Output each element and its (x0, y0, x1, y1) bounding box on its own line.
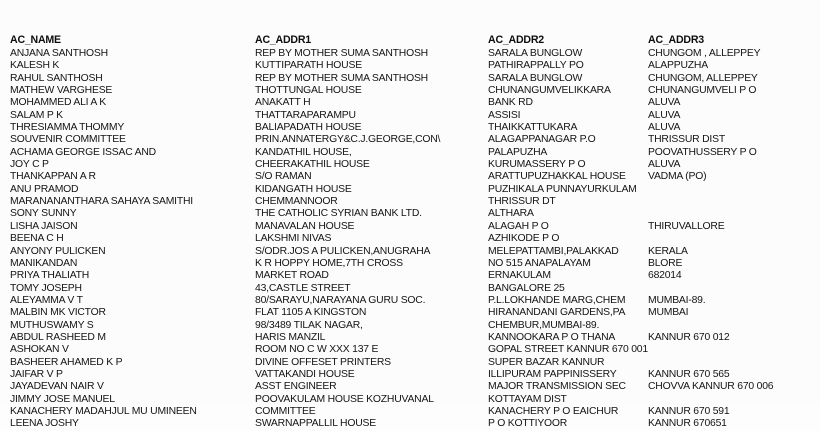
cell-name: MANIKANDAN (10, 257, 78, 269)
cell-addr1: 80/SARAYU,NARAYANA GURU SOC. (255, 294, 426, 306)
cell-addr3: KANNUR 670651 (648, 418, 727, 430)
cell-addr1: THOTTUNGAL HOUSE (255, 85, 362, 97)
cell-addr1: MARKET ROAD (255, 270, 329, 282)
cell-addr1: 43,CASTLE STREET (255, 282, 351, 294)
cell-name: LEENA JOSHY (10, 418, 79, 430)
cell-name: TOMY JOSEPH (10, 282, 82, 294)
cell-name: ALEYAMMA V T (10, 294, 83, 306)
table-row (10, 97, 816, 109)
cell-addr2: BANK RD (488, 97, 533, 109)
cell-name: BASHEER AHAMED K P (10, 356, 123, 368)
table-row (10, 196, 816, 208)
table-row (10, 184, 816, 196)
cell-name: ABDUL RASHEED M (10, 331, 106, 343)
cell-addr3: ALAPPUZHA (648, 60, 708, 72)
cell-name: PRIYA THALIATH (10, 270, 90, 282)
cell-addr3: ALUVA (648, 159, 681, 171)
table-row (10, 270, 816, 282)
column-header-ac-addr3: AC_ADDR3 (648, 34, 704, 46)
table-row (10, 418, 816, 430)
table-header (10, 33, 816, 48)
table-row (10, 147, 816, 159)
column-header-ac-addr1: AC_ADDR1 (255, 34, 311, 46)
table-row (10, 60, 816, 72)
cell-name: MALBIN MK VICTOR (10, 307, 106, 319)
cell-name: RAHUL SANTHOSH (10, 72, 103, 84)
table-row (10, 246, 816, 258)
table-row (10, 221, 816, 233)
cell-addr1: THE CATHOLIC SYRIAN BANK LTD. (255, 208, 422, 220)
cell-addr1: S/ODR.JOS A PULICKEN,ANUGRAHA (255, 245, 431, 257)
cell-addr1: SWARNAPPALLIL HOUSE (255, 418, 376, 430)
table-row (10, 369, 816, 381)
table-row (10, 73, 816, 85)
table-row (10, 48, 816, 60)
cell-addr2: KANACHERY P O EAICHUR (488, 405, 619, 417)
cell-addr2: SARALA BUNGLOW (488, 72, 583, 84)
cell-name: JAYADEVAN NAIR V (10, 381, 104, 393)
table-row (10, 208, 816, 220)
table-row (10, 85, 816, 97)
cell-addr1: ASST ENGINEER (255, 381, 337, 393)
cell-addr1: ROOM NO C W XXX 137 E (255, 344, 379, 356)
table-row (10, 307, 816, 319)
table-row (10, 344, 816, 356)
cell-addr3: CHUNANGUMVELI P O (648, 85, 757, 97)
cell-addr2: AZHIKODE P O (488, 233, 560, 245)
cell-addr1: DIVINE OFFESET PRINTERS (255, 356, 391, 368)
cell-addr1: LAKSHMI NIVAS (255, 233, 332, 245)
cell-name: THANKAPPAN A R (10, 171, 96, 183)
cell-addr1: THATTARAPARAMPU (255, 109, 356, 121)
cell-addr1: KIDANGATH HOUSE (255, 183, 352, 195)
cell-name: JIMMY JOSE MANUEL (10, 393, 115, 405)
cell-addr3: KANNUR 670 591 (648, 405, 730, 417)
cell-name: SONY SUNNY (10, 208, 77, 220)
cell-addr3 (648, 283, 816, 295)
table-row (10, 159, 816, 171)
cell-addr2: P O KOTTIYOOR (488, 418, 568, 430)
cell-addr2: NO 515 ANAPALAYAM (488, 257, 591, 269)
cell-addr3: POOVATHUSSERY P O (648, 146, 757, 158)
cell-addr2: THRISSUR DT (488, 196, 556, 208)
table-row (10, 283, 816, 295)
cell-addr2: KOTTAYAM DIST (488, 393, 567, 405)
cell-addr3: MUMBAI-89. (648, 294, 706, 306)
cell-addr3 (648, 320, 816, 332)
cell-addr2: ASSISI (488, 109, 521, 121)
cell-name: MATHEW VARGHESE (10, 85, 113, 97)
cell-addr3: THRISSUR DIST (648, 134, 725, 146)
cell-name: ANU PRAMOD (10, 183, 79, 195)
table-row (10, 134, 816, 146)
cell-addr3: THIRUVALLORE (648, 220, 725, 232)
cell-addr3: ALUVA (648, 109, 681, 121)
cell-addr3: KANNUR 670 012 (648, 331, 730, 343)
cell-addr2: CHUNANGUMVELIKKARA (488, 85, 611, 97)
cell-addr1: COMMITTEE (255, 405, 316, 417)
table-row (10, 332, 816, 344)
cell-addr1: K R HOPPY HOME,7TH CROSS (255, 257, 403, 269)
cell-addr1: KANDATHIL HOUSE, (255, 146, 352, 158)
cell-addr2: KURUMASSERY P O (488, 159, 586, 171)
cell-name: ANJANA SANTHOSH (10, 48, 108, 59)
cell-addr3: CHUNGOM , ALLEPPEY (648, 48, 761, 59)
cell-name: KANACHERY MADAHJUL MU UMINEEN (10, 405, 197, 417)
cell-addr3 (648, 208, 816, 220)
cell-addr3: CHOVVA KANNUR 670 006 (648, 381, 774, 393)
cell-name: MARANANANTHARA SAHAYA SAMITHI (10, 196, 193, 208)
cell-addr2: CHEMBUR,MUMBAI-89. (488, 319, 600, 331)
cell-addr1: POOVAKULAM HOUSE KOZHUVANAL (255, 393, 434, 405)
cell-addr3 (648, 394, 816, 406)
cell-name: JOY C P (10, 159, 49, 171)
cell-addr2: PUZHIKALA PUNNAYURKULAM (488, 183, 637, 195)
cell-addr1: KUTTIPARATH HOUSE (255, 60, 362, 72)
table-row (10, 122, 816, 134)
cell-name: KALESH K (10, 60, 60, 72)
table-row (10, 357, 816, 369)
cell-addr3: ALUVA (648, 122, 681, 134)
cell-addr2: PALAPUZHA (488, 146, 548, 158)
cell-addr2: KANNOOKARA P O THANA (488, 331, 616, 343)
cell-addr1: MANAVALAN HOUSE (255, 220, 355, 232)
cell-addr3 (648, 344, 816, 356)
cell-name: JAIFAR V P (10, 368, 63, 380)
cell-addr2: ERNAKULAM (488, 270, 551, 282)
column-header-ac-name: AC_NAME (10, 34, 61, 46)
table-row (10, 110, 816, 122)
cell-addr2: ALAGAH P O (488, 220, 549, 232)
table-row (10, 394, 816, 406)
table-row (10, 171, 816, 183)
cell-name: THRESIAMMA THOMMY (10, 122, 125, 134)
cell-addr2: BANGALORE 25 (488, 282, 565, 294)
cell-addr2: P.L.LOKHANDE MARG,CHEM (488, 294, 626, 306)
cell-addr2: ARATTUPUZHAKKAL HOUSE (488, 171, 626, 183)
cell-addr2: ALTHARA (488, 208, 534, 220)
cell-addr3 (648, 184, 816, 196)
cell-addr1: CHEMMANNOOR (255, 196, 338, 208)
cell-addr1: PRIN.ANNATERGY&C.J.GEORGE,CON\ (255, 134, 441, 146)
cell-addr3 (648, 196, 816, 208)
cell-addr3 (648, 357, 816, 369)
ac-address-table (10, 33, 816, 431)
cell-name: MOHAMMED ALI A K (10, 97, 106, 109)
table-row (10, 258, 816, 270)
cell-addr3: CHUNGOM, ALLEPPEY (648, 72, 758, 84)
cell-addr1: REP BY MOTHER SUMA SANTHOSH (255, 48, 428, 59)
cell-name: ANYONY PULICKEN (10, 245, 106, 257)
cell-addr2: SUPER BAZAR KANNUR (488, 356, 605, 368)
column-header-ac-addr2: AC_ADDR2 (488, 34, 544, 46)
cell-addr1: 98/3489 TILAK NAGAR, (255, 319, 363, 331)
cell-name: MUTHUSWAMY S (10, 319, 94, 331)
cell-addr2: PATHIRAPPALLY PO (488, 60, 584, 72)
cell-addr3: KANNUR 670 565 (648, 368, 730, 380)
cell-name: BEENA C H (10, 233, 64, 245)
cell-addr3: MUMBAI (648, 307, 689, 319)
cell-addr1: FLAT 1105 A KINGSTON (255, 307, 367, 319)
table-row (10, 233, 816, 245)
cell-name: ACHAMA GEORGE ISSAC AND (10, 146, 156, 158)
cell-addr2: GOPAL STREET KANNUR 670 001 (488, 344, 648, 356)
table-row (10, 381, 816, 393)
table-row (10, 295, 816, 307)
cell-addr2: THAIKKATTUKARA (488, 122, 578, 134)
cell-name: SALAM P K (10, 109, 63, 121)
cell-addr1: ANAKATT H (255, 97, 311, 109)
cell-addr1: HARIS MANZIL (255, 331, 326, 343)
cell-addr3: 682014 (648, 270, 682, 282)
cell-addr3: ALUVA (648, 97, 681, 109)
cell-addr2: ALAGAPPANAGAR P.O (488, 134, 596, 146)
table-row (10, 320, 816, 332)
cell-addr1: CHEERAKATHIL HOUSE (255, 159, 370, 171)
cell-addr2: MELEPATTAMBI,PALAKKAD (488, 245, 619, 257)
cell-addr2: ILLIPURAM PAPPINISSERY (488, 368, 617, 380)
cell-addr2: MAJOR TRANSMISSION SEC (488, 381, 626, 393)
cell-addr3: BLORE (648, 257, 683, 269)
cell-addr1: VATTAKANDI HOUSE (255, 368, 355, 380)
table-header-row (10, 33, 816, 48)
cell-addr2: SARALA BUNGLOW (488, 48, 583, 59)
cell-addr1: BALIAPADATH HOUSE (255, 122, 362, 134)
table-body (10, 48, 816, 431)
cell-addr1: REP BY MOTHER SUMA SANTHOSH (255, 72, 428, 84)
cell-addr2: HIRANANDANI GARDENS,PA (488, 307, 626, 319)
cell-name: LISHA JAISON (10, 220, 78, 232)
cell-addr3: KERALA (648, 245, 688, 257)
cell-addr1: S/O RAMAN (255, 171, 312, 183)
cell-name: SOUVENIR COMMITTEE (10, 134, 126, 146)
cell-addr3 (648, 233, 816, 245)
table-row (10, 406, 816, 418)
cell-name: ASHOKAN V (10, 344, 69, 356)
cell-addr3: VADMA (PO) (648, 171, 707, 183)
